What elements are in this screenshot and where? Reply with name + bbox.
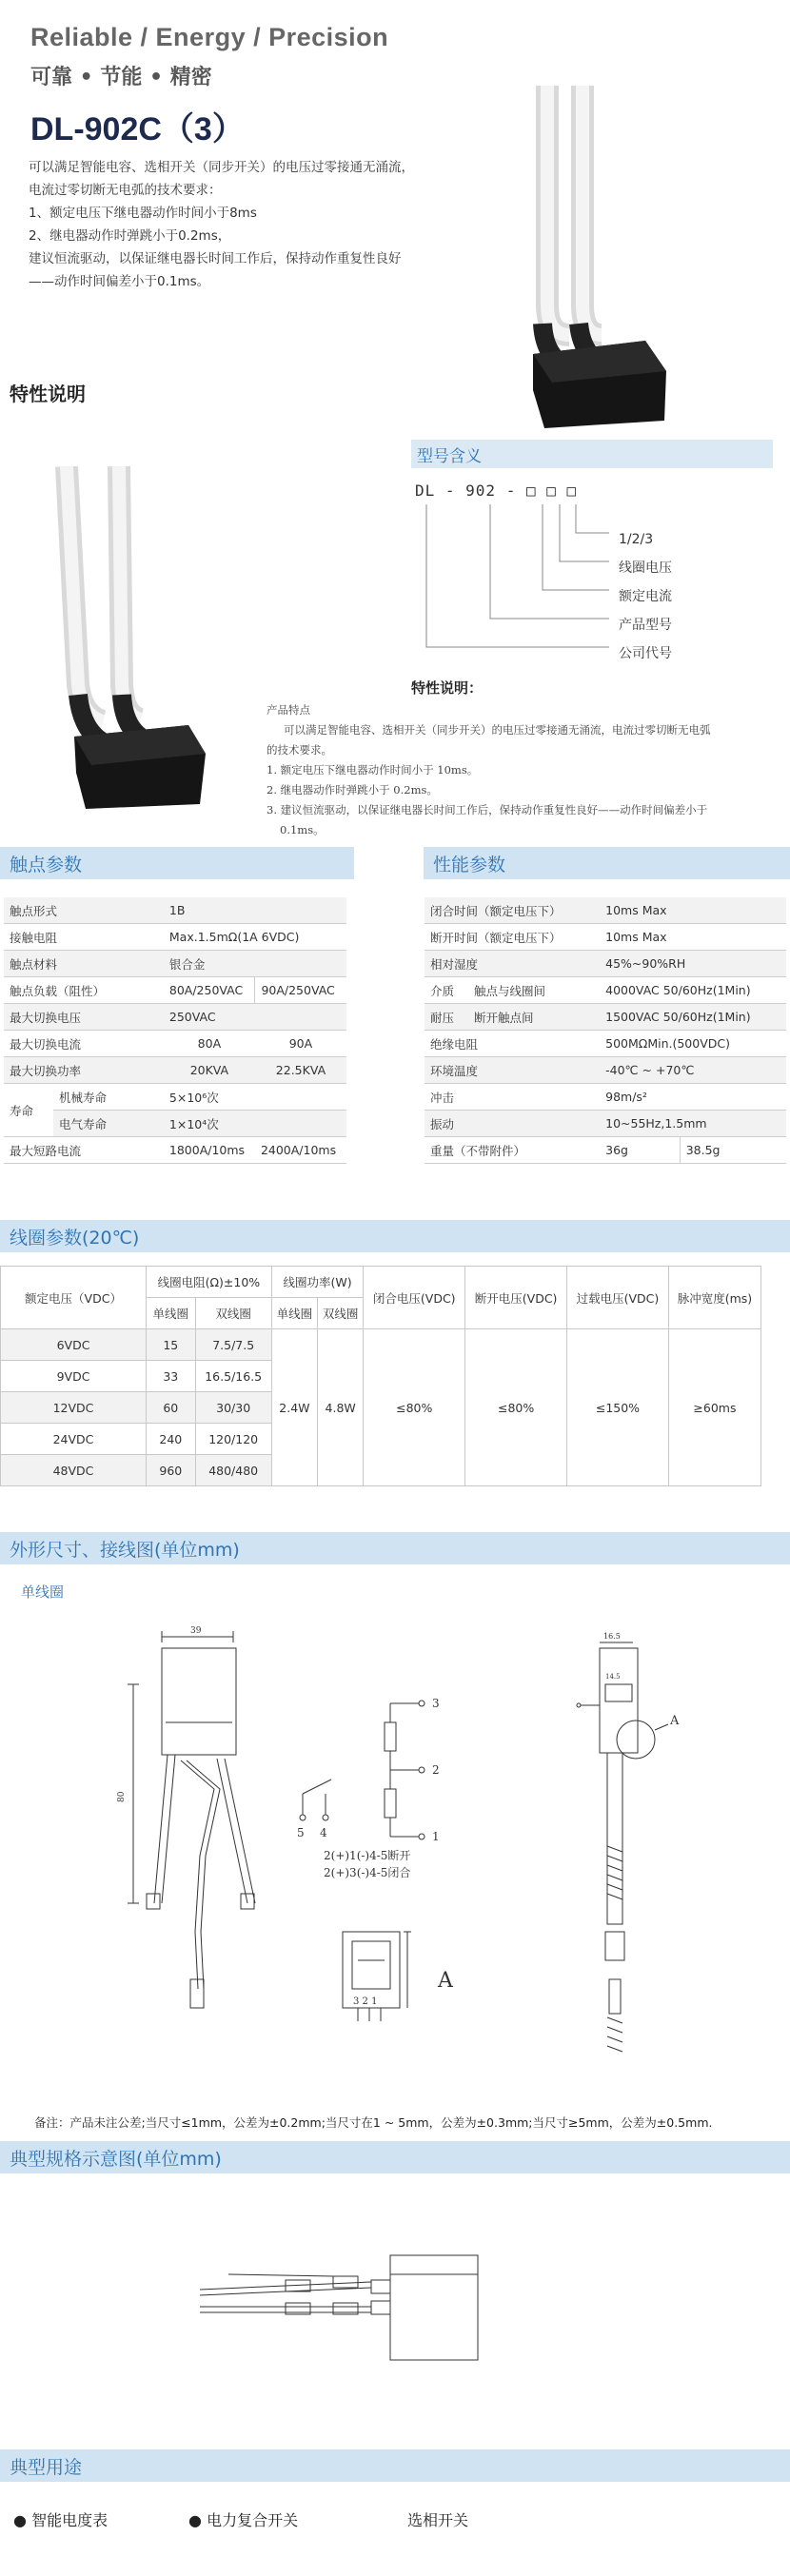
col-header: 过载电压(VDC) bbox=[567, 1267, 669, 1329]
cell: 60 bbox=[147, 1392, 196, 1424]
cell: 480/480 bbox=[195, 1455, 271, 1486]
model-title: DL-902C（3） bbox=[30, 111, 245, 147]
param-value: 90A bbox=[255, 1031, 346, 1057]
param-name: 触点形式 bbox=[4, 897, 164, 924]
param-name: 相对湿度 bbox=[425, 951, 600, 977]
intro-line: 2、继电器动作时弹跳小于0.2ms， bbox=[29, 228, 231, 244]
table-row bbox=[4, 1084, 346, 1111]
typical-drawing bbox=[190, 2217, 495, 2370]
bullet-icon: ● bbox=[188, 2511, 202, 2529]
features-title: 特性说明 bbox=[10, 383, 86, 405]
col-header: 单线圈 bbox=[147, 1298, 196, 1329]
pin-detail-numbers: 3 2 1 bbox=[353, 1996, 378, 2007]
param-name: 重量（不带附件） bbox=[425, 1137, 600, 1164]
param-name: 触点与线圈间 bbox=[468, 977, 600, 1004]
table-row bbox=[4, 1111, 346, 1137]
title-en: Reliable / Energy / Precision bbox=[30, 23, 389, 51]
coil-params-label: 线圈参数(20℃) bbox=[10, 1227, 140, 1249]
param-value: 22.5KVA bbox=[255, 1057, 346, 1084]
param-name: 触点材料 bbox=[4, 951, 164, 977]
param-value: 500MΩMin.(500VDC) bbox=[600, 1031, 786, 1057]
table-row bbox=[425, 977, 786, 1004]
intro-line: 建议恒流驱动，以保证继电器长时间工作后，保持动作重复性良好 bbox=[29, 251, 402, 266]
dim-small: 14.5 bbox=[605, 1673, 621, 1681]
cell: 33 bbox=[147, 1361, 196, 1392]
dim-side: 16.5 bbox=[603, 1632, 621, 1641]
feature-line: 1. 额定电压下继电器动作时间小于 10ms。 bbox=[267, 763, 479, 777]
contact-params-table bbox=[4, 897, 346, 1164]
param-value: 1500VAC 50/60Hz(1Min) bbox=[600, 1004, 786, 1031]
outline-drawing bbox=[48, 1618, 276, 2075]
title-cn: 可靠 • 节能 • 精密 bbox=[30, 66, 212, 89]
param-value: 80A/250VAC bbox=[164, 977, 255, 1004]
feature-detail bbox=[267, 700, 780, 840]
param-value: 银合金 bbox=[164, 951, 346, 977]
param-name: 绝缘电阻 bbox=[425, 1031, 600, 1057]
param-name: 断开时间（额定电压下） bbox=[425, 924, 600, 951]
detail-label-a: A bbox=[438, 1969, 453, 1993]
pin-3: 3 bbox=[432, 1697, 440, 1710]
typical-band bbox=[0, 2141, 790, 2173]
cell: 4.8W bbox=[318, 1329, 364, 1486]
feature-line: 产品特点 bbox=[267, 703, 310, 717]
model-item: 公司代号 bbox=[619, 646, 672, 661]
table-row bbox=[1, 1267, 761, 1298]
usage-band bbox=[0, 2449, 790, 2482]
table-row bbox=[1, 1329, 761, 1361]
model-code: DL - 902 - □ □ □ bbox=[415, 482, 578, 500]
contact-params-band bbox=[0, 847, 354, 879]
param-value: 10ms Max bbox=[600, 924, 786, 951]
cell: 7.5/7.5 bbox=[195, 1329, 271, 1361]
param-value: 90A/250VAC bbox=[255, 977, 346, 1004]
pin-4: 4 bbox=[320, 1826, 327, 1839]
param-name: 环境温度 bbox=[425, 1057, 600, 1084]
cell: ≥60ms bbox=[668, 1329, 760, 1486]
dim-height: 80 bbox=[117, 1791, 127, 1802]
col-header: 单线圈 bbox=[271, 1298, 317, 1329]
wiring-note-2: 2(+)3(-)4-5闭合 bbox=[324, 1866, 411, 1879]
tolerance-note: 备注：产品未注公差;当尺寸≤1mm，公差为±0.2mm;当尺寸在1 ~ 5mm，公差为±0.3mm;当尺寸≥5mm，公差为±0.5mm. bbox=[34, 2115, 713, 2130]
model-code-lines bbox=[419, 495, 609, 661]
param-value: 2400A/10ms bbox=[255, 1137, 346, 1164]
table-row bbox=[4, 924, 346, 951]
coil-params-table bbox=[0, 1266, 761, 1486]
typical-label: 典型规格示意图(单位mm) bbox=[10, 2148, 222, 2170]
pin-2: 2 bbox=[432, 1763, 440, 1777]
param-value: 1B bbox=[164, 897, 346, 924]
model-item: 产品型号 bbox=[619, 618, 672, 633]
dimension-band bbox=[0, 1532, 790, 1564]
param-name: 最大切换电流 bbox=[4, 1031, 164, 1057]
param-value: 45%~90%RH bbox=[600, 951, 786, 977]
table-row bbox=[425, 951, 786, 977]
dimension-label: 外形尺寸、接线图(单位mm) bbox=[10, 1539, 240, 1561]
table-row bbox=[425, 1031, 786, 1057]
usage-label: 典型用途 bbox=[10, 2456, 83, 2478]
cell: ≤150% bbox=[567, 1329, 669, 1486]
param-name: 机械寿命 bbox=[53, 1084, 164, 1111]
model-item: 额定电流 bbox=[619, 589, 672, 604]
param-name: 冲击 bbox=[425, 1084, 600, 1111]
usage-item-label: 智能电度表 bbox=[31, 2511, 109, 2529]
model-meaning bbox=[411, 440, 773, 468]
table-row bbox=[4, 1137, 346, 1164]
table-row bbox=[4, 897, 346, 924]
col-header: 线圈功率(W) bbox=[271, 1267, 364, 1298]
cell: 960 bbox=[147, 1455, 196, 1486]
feature-line: 可以满足智能电容、选相开关（同步开关）的电压过零接通无涌流，电流过零切断无电弧 bbox=[284, 723, 711, 737]
table-row bbox=[425, 1004, 786, 1031]
col-header: 线圈电阻(Ω)±10% bbox=[147, 1267, 272, 1298]
cell: 30/30 bbox=[195, 1392, 271, 1424]
table-row bbox=[4, 1004, 346, 1031]
relay-product-image bbox=[495, 86, 685, 428]
param-name: 最大短路电流 bbox=[4, 1137, 164, 1164]
param-value: 5×10⁶次 bbox=[164, 1084, 346, 1111]
single-coil-label: 单线圈 bbox=[21, 1583, 65, 1601]
cell: ≤80% bbox=[465, 1329, 567, 1486]
model-item: 1/2/3 bbox=[619, 532, 654, 547]
col-header: 断开电压(VDC) bbox=[465, 1267, 567, 1329]
wiring-diagram bbox=[286, 1684, 485, 1884]
contact-params-label: 触点参数 bbox=[10, 854, 83, 875]
detail-callout-a: A bbox=[670, 1714, 680, 1728]
param-value: 20KVA bbox=[164, 1057, 255, 1084]
param-value: 10ms Max bbox=[600, 897, 786, 924]
bullet-icon: ● bbox=[13, 2511, 27, 2529]
param-group: 耐压 bbox=[425, 1004, 468, 1031]
usage-item bbox=[13, 2508, 108, 2530]
table-row bbox=[425, 924, 786, 951]
param-name: 振动 bbox=[425, 1111, 600, 1137]
param-value: 98m/s² bbox=[600, 1084, 786, 1111]
pin-5: 5 bbox=[297, 1826, 305, 1839]
cell: 2.4W bbox=[271, 1329, 317, 1486]
param-value: 1800A/10ms bbox=[164, 1137, 255, 1164]
table-row bbox=[425, 1084, 786, 1111]
perf-params-label: 性能参数 bbox=[433, 854, 506, 875]
param-name: 断开触点间 bbox=[468, 1004, 600, 1031]
model-item: 线圈电压 bbox=[619, 560, 672, 576]
param-value: 1×10⁴次 bbox=[164, 1111, 346, 1137]
table-row bbox=[425, 1111, 786, 1137]
coil-params-band bbox=[0, 1220, 790, 1252]
param-group: 介质 bbox=[425, 977, 468, 1004]
param-value: Max.1.5mΩ(1A 6VDC) bbox=[164, 924, 346, 951]
feature-line: 0.1ms。 bbox=[280, 823, 325, 836]
param-value: 250VAC bbox=[164, 1004, 346, 1031]
dim-width: 39 bbox=[190, 1626, 202, 1636]
col-header: 双线圈 bbox=[195, 1298, 271, 1329]
cell: 16.5/16.5 bbox=[195, 1361, 271, 1392]
cell: ≤80% bbox=[364, 1329, 465, 1486]
pin-1: 1 bbox=[432, 1830, 440, 1843]
table-row bbox=[4, 1057, 346, 1084]
col-header: 闭合电压(VDC) bbox=[364, 1267, 465, 1329]
usage-item bbox=[188, 2508, 298, 2530]
cell: 15 bbox=[147, 1329, 196, 1361]
intro-line: 可以满足智能电容、选相开关（同步开关）的电压过零接通无涌流， bbox=[29, 160, 414, 175]
perf-params-table bbox=[425, 897, 786, 1164]
side-view-drawing bbox=[562, 1618, 752, 2075]
model-code-legend bbox=[619, 525, 672, 668]
cell: 240 bbox=[147, 1424, 196, 1455]
intro-line: 1、额定电压下继电器动作时间小于8ms bbox=[29, 206, 257, 221]
param-value: -40℃ ~ +70℃ bbox=[600, 1057, 786, 1084]
table-row bbox=[4, 977, 346, 1004]
param-value: 36g bbox=[600, 1137, 680, 1164]
feature-line: 3. 建议恒流驱动，以保证继电器长时间工作后，保持动作重复性良好——动作时间偏差小于 bbox=[267, 803, 708, 816]
cell: 120/120 bbox=[195, 1424, 271, 1455]
param-name: 电气寿命 bbox=[53, 1111, 164, 1137]
param-group: 寿命 bbox=[4, 1084, 53, 1137]
col-header: 脉冲宽度(ms) bbox=[668, 1267, 760, 1329]
table-row bbox=[4, 951, 346, 977]
intro-line: 电流过零切断无电弧的技术要求： bbox=[29, 183, 222, 198]
feature-line: 的技术要求。 bbox=[267, 743, 332, 757]
cell: 12VDC bbox=[1, 1392, 147, 1424]
cell: 9VDC bbox=[1, 1361, 147, 1392]
param-name: 最大切换电压 bbox=[4, 1004, 164, 1031]
perf-params-band bbox=[424, 847, 790, 879]
param-value: 10~55Hz,1.5mm bbox=[600, 1111, 786, 1137]
param-name: 触点负载（阻性） bbox=[4, 977, 164, 1004]
wiring-note-1: 2(+)1(-)4-5断开 bbox=[324, 1849, 411, 1862]
param-value: 4000VAC 50/60Hz(1Min) bbox=[600, 977, 786, 1004]
param-value: 80A bbox=[164, 1031, 255, 1057]
pin-detail-drawing bbox=[324, 1922, 476, 2036]
param-name: 接触电阻 bbox=[4, 924, 164, 951]
intro-line: ——动作时间偏差小于0.1ms。 bbox=[29, 274, 210, 289]
feature-detail-title: 特性说明： bbox=[411, 679, 484, 697]
cell: 24VDC bbox=[1, 1424, 147, 1455]
model-meaning-label: 型号含义 bbox=[411, 440, 773, 468]
table-row bbox=[4, 1031, 346, 1057]
relay-product-image-2 bbox=[29, 466, 219, 809]
usage-item-label: 选相开关 bbox=[407, 2511, 469, 2529]
param-name: 闭合时间（额定电压下） bbox=[425, 897, 600, 924]
usage-item bbox=[407, 2508, 468, 2530]
param-value: 38.5g bbox=[680, 1137, 786, 1164]
col-header: 额定电压（VDC） bbox=[1, 1267, 147, 1329]
usage-item-label: 电力复合开关 bbox=[207, 2511, 299, 2529]
feature-line: 2. 继电器动作时弹跳小于 0.2ms。 bbox=[267, 783, 438, 796]
cell: 6VDC bbox=[1, 1329, 147, 1361]
param-name: 最大切换功率 bbox=[4, 1057, 164, 1084]
col-header: 双线圈 bbox=[318, 1298, 364, 1329]
table-row bbox=[425, 1057, 786, 1084]
table-row bbox=[425, 1137, 786, 1164]
cell: 48VDC bbox=[1, 1455, 147, 1486]
table-row bbox=[425, 897, 786, 924]
intro-text bbox=[29, 156, 428, 293]
